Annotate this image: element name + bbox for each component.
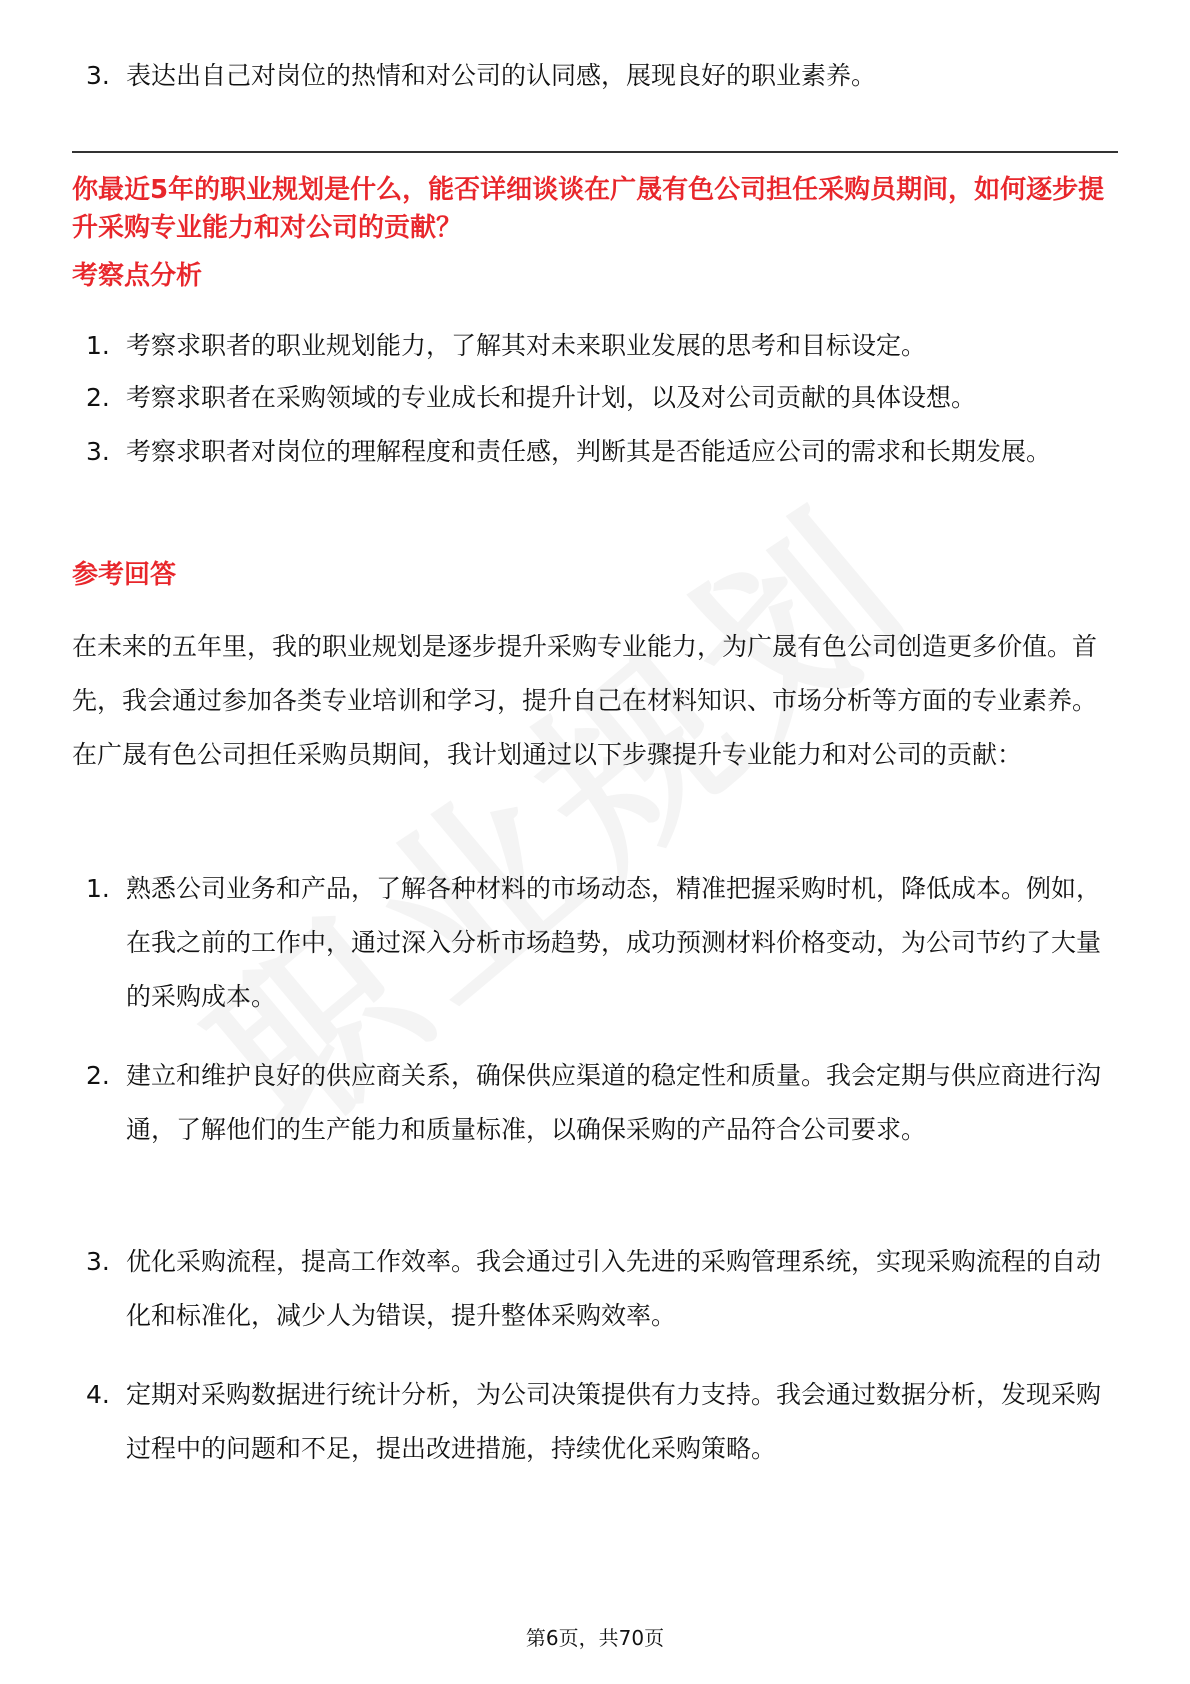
list-number: 3. — [86, 61, 110, 90]
answer-heading: 参考回答 — [72, 560, 177, 590]
list-text: 熟悉公司业务和产品，了解各种材料的市场动态，精准把握采购时机，降低成本。例如，在我之前的工作中，通过深入分析市场趋势，成功预测材料价格变动，为公司节约了大量的采购成本。 — [126, 874, 1102, 1011]
list-text: 优化采购流程，提高工作效率。我会通过引入先进的采购管理系统，实现采购流程的自动化和标准化，减少人为错误，提升整体采购效率。 — [126, 1247, 1102, 1330]
page-number: 第6页，共70页 — [525, 1626, 665, 1650]
list-text: 考察求职者对岗位的理解程度和责任感，判断其是否能适应公司的需求和长期发展。 — [126, 437, 1052, 466]
list-number: 2. — [86, 383, 110, 412]
list-text: 定期对采购数据进行统计分析，为公司决策提供有力支持。我会通过数据分析，发现采购过程中的问题和不足，提出改进措施，持续优化采购策略。 — [126, 1380, 1102, 1463]
list-number: 2. — [86, 1061, 110, 1090]
list-number: 1. — [86, 874, 110, 903]
list-text: 考察求职者在采购领域的专业成长和提升计划，以及对公司贡献的具体设想。 — [126, 383, 977, 412]
list-text: 表达出自己对岗位的热情和对公司的认同感，展现良好的职业素养。 — [126, 61, 877, 90]
section-divider — [72, 151, 1118, 153]
question-title: 你最近5年的职业规划是什么，能否详细谈谈在广晟有色公司担任采购员期间，如何逐步提升采购专业能力和对公司的贡献？ — [72, 175, 1105, 243]
list-number: 3. — [86, 437, 110, 466]
analysis-heading: 考察点分析 — [72, 261, 203, 291]
list-number: 4. — [86, 1380, 110, 1409]
answer-intro: 在未来的五年里，我的职业规划是逐步提升采购专业能力，为广晟有色公司创造更多价值。首先，我会通过参加各类专业培训和学习，提升自己在材料知识、市场分析等方面的专业素养。在广晟有色公司担任采购员期间，我计划通过以下步骤提升专业能力和对公司的贡献： — [72, 632, 1098, 769]
list-number: 1. — [86, 331, 110, 360]
list-text: 建立和维护良好的供应商关系，确保供应渠道的稳定性和质量。我会定期与供应商进行沟通，了解他们的生产能力和质量标准，以确保采购的产品符合公司要求。 — [126, 1061, 1102, 1144]
list-text: 考察求职者的职业规划能力，了解其对未来职业发展的思考和目标设定。 — [126, 331, 927, 360]
list-number: 3. — [86, 1247, 110, 1276]
